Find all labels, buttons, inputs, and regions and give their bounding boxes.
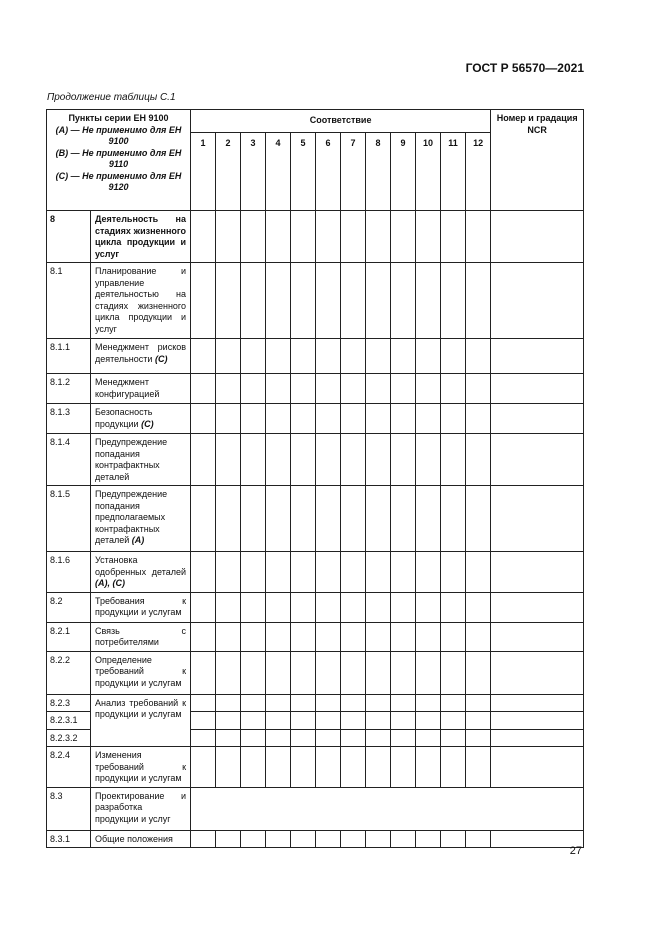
compliance-cell	[466, 404, 491, 434]
compliance-cell	[291, 339, 316, 374]
clause-description	[91, 339, 191, 374]
compliance-cell	[366, 694, 391, 712]
compliance-cell	[191, 339, 216, 374]
compliance-cell	[391, 651, 416, 694]
compliance-cell	[291, 263, 316, 339]
table-row	[47, 486, 584, 552]
compliance-cell	[316, 592, 341, 622]
compliance-cell	[441, 211, 466, 263]
compliance-cell	[266, 552, 291, 593]
clause-number: 8.1.2	[47, 374, 91, 404]
compliance-cell	[441, 830, 466, 848]
compliance-cell	[441, 592, 466, 622]
ncr-cell	[491, 694, 584, 712]
compliance-cell	[191, 486, 216, 552]
compliance-cell	[366, 486, 391, 552]
compliance-cell	[391, 374, 416, 404]
ncr-header: Номер и градация NCR	[491, 110, 584, 211]
compliance-cell	[341, 263, 366, 339]
compliance-cell	[191, 729, 216, 747]
ncr-cell	[491, 339, 584, 374]
compliance-cell	[241, 592, 266, 622]
compliance-cell	[291, 404, 316, 434]
compliance-cell	[341, 434, 366, 486]
compliance-cell	[341, 651, 366, 694]
compliance-cell	[266, 712, 291, 730]
compliance-cell	[266, 622, 291, 651]
applicability-mark: (А), (С)	[95, 578, 125, 588]
applicability-mark: (С)	[141, 418, 154, 429]
compliance-cell	[391, 694, 416, 712]
compliance-cell	[366, 729, 391, 747]
compliance-cell	[341, 374, 366, 404]
compliance-cell	[416, 374, 441, 404]
clause-description-text: Требования к продукции и услугам	[95, 595, 187, 617]
compliance-cell	[341, 592, 366, 622]
compliance-cell	[241, 729, 266, 747]
compliance-cell	[191, 694, 216, 712]
compliance-cell	[216, 263, 241, 339]
compliance-cell	[341, 712, 366, 730]
column-number: 10	[416, 133, 441, 211]
compliance-cell	[341, 339, 366, 374]
compliance-cell	[366, 830, 391, 848]
compliance-table	[46, 109, 584, 848]
compliance-cell	[316, 830, 341, 848]
compliance-cell	[316, 374, 341, 404]
compliance-cell	[191, 552, 216, 593]
clause-number: 8.2.2	[47, 651, 91, 694]
clause-description-text: Планирование и управление деятельностью на стадиях жизненного цикла продукции и услуг	[95, 266, 187, 334]
compliance-cell	[266, 263, 291, 339]
clause-number: 8.2.3	[47, 694, 91, 712]
clause-number: 8.1.6	[47, 552, 91, 593]
ncr-cell	[491, 622, 584, 651]
clause-number: 8	[47, 211, 91, 263]
compliance-cell	[316, 747, 341, 788]
compliance-cell	[391, 263, 416, 339]
compliance-cell	[441, 747, 466, 788]
compliance-cell	[366, 747, 391, 788]
compliance-cell	[416, 211, 441, 263]
column-number: 9	[391, 133, 416, 211]
clause-description-text: Изменения требований к продукции и услугам	[95, 750, 187, 783]
compliance-cell	[216, 211, 241, 263]
table-row	[47, 339, 584, 374]
compliance-cell	[191, 622, 216, 651]
compliance-cell	[366, 552, 391, 593]
compliance-cell	[416, 339, 441, 374]
clause-description	[91, 592, 191, 622]
compliance-cell	[216, 830, 241, 848]
compliance-cell	[291, 592, 316, 622]
clause-header-note-b: (В) — Не применимо для ЕН 9110	[55, 147, 182, 169]
column-number: 4	[266, 133, 291, 211]
clause-description	[91, 374, 191, 404]
compliance-cell	[441, 374, 466, 404]
compliance-cell	[391, 729, 416, 747]
compliance-cell	[266, 747, 291, 788]
ncr-cell	[491, 263, 584, 339]
compliance-cell	[191, 651, 216, 694]
merged-cell	[191, 787, 584, 830]
compliance-cell	[391, 552, 416, 593]
compliance-cell	[191, 747, 216, 788]
column-number: 12	[466, 133, 491, 211]
clause-description	[91, 622, 191, 651]
clause-header-note-c: (С) — Не применимо для ЕН 9120	[55, 170, 182, 192]
compliance-cell	[291, 747, 316, 788]
compliance-cell	[316, 434, 341, 486]
compliance-cell	[241, 651, 266, 694]
table-row	[47, 552, 584, 593]
compliance-cell	[391, 622, 416, 651]
compliance-cell	[316, 622, 341, 651]
clause-description	[91, 787, 191, 830]
compliance-cell	[266, 592, 291, 622]
table-row	[47, 374, 584, 404]
compliance-cell	[441, 486, 466, 552]
compliance-cell	[266, 729, 291, 747]
compliance-cell	[216, 694, 241, 712]
compliance-cell	[216, 729, 241, 747]
ncr-cell	[491, 552, 584, 593]
compliance-cell	[216, 651, 241, 694]
clause-description	[91, 434, 191, 486]
compliance-cell	[241, 622, 266, 651]
page-number: 27	[569, 845, 582, 857]
clause-number: 8.3	[47, 787, 91, 830]
compliance-cell	[416, 747, 441, 788]
ncr-cell	[491, 651, 584, 694]
compliance-cell	[291, 211, 316, 263]
compliance-cell	[266, 404, 291, 434]
compliance-cell	[441, 552, 466, 593]
compliance-cell	[216, 622, 241, 651]
ncr-cell	[491, 374, 584, 404]
column-number: 3	[241, 133, 266, 211]
table-row	[47, 622, 584, 651]
compliance-cell	[341, 830, 366, 848]
compliance-cell	[191, 712, 216, 730]
compliance-cell	[291, 651, 316, 694]
ncr-cell	[491, 592, 584, 622]
compliance-cell	[416, 651, 441, 694]
clause-number: 8.2	[47, 592, 91, 622]
compliance-cell	[291, 374, 316, 404]
clause-number: 8.1.4	[47, 434, 91, 486]
compliance-cell	[191, 263, 216, 339]
compliance-cell	[291, 712, 316, 730]
compliance-cell	[241, 747, 266, 788]
compliance-cell	[316, 211, 341, 263]
ncr-cell	[491, 747, 584, 788]
compliance-cell	[216, 552, 241, 593]
compliance-cell	[366, 404, 391, 434]
clause-description-text: Связь с потребителями	[95, 625, 187, 647]
compliance-cell	[291, 486, 316, 552]
compliance-cell	[391, 339, 416, 374]
clause-description-text: Менеджмент рисков деятельности	[95, 342, 187, 364]
compliance-cell	[316, 694, 341, 712]
clause-description	[91, 747, 191, 788]
column-number: 2	[216, 133, 241, 211]
clause-description-text: Общие положения	[95, 833, 173, 844]
compliance-cell	[441, 404, 466, 434]
compliance-cell	[416, 486, 441, 552]
compliance-cell	[441, 339, 466, 374]
compliance-cell	[191, 830, 216, 848]
compliance-cell	[216, 486, 241, 552]
table-row	[47, 651, 584, 694]
compliance-cell	[241, 694, 266, 712]
compliance-cell	[466, 339, 491, 374]
compliance-cell	[391, 747, 416, 788]
compliance-cell	[466, 830, 491, 848]
clause-description-text: Определение требований к продукции и услугам	[95, 654, 187, 688]
compliance-cell	[466, 694, 491, 712]
table-row	[47, 434, 584, 486]
table-row	[47, 592, 584, 622]
ncr-cell	[491, 486, 584, 552]
table-row	[47, 747, 584, 788]
compliance-cell	[416, 592, 441, 622]
compliance-cell	[266, 339, 291, 374]
compliance-cell	[216, 374, 241, 404]
compliance-cell	[466, 651, 491, 694]
clause-description	[91, 552, 191, 593]
clause-description	[91, 830, 191, 848]
compliance-cell	[216, 712, 241, 730]
clause-number: 8.1.5	[47, 486, 91, 552]
clause-number: 8.2.3.1	[47, 712, 91, 730]
column-number: 8	[366, 133, 391, 211]
clause-number: 8.1.3	[47, 404, 91, 434]
compliance-cell	[191, 434, 216, 486]
compliance-cell	[266, 434, 291, 486]
compliance-cell	[341, 729, 366, 747]
clause-description-text: Безопасность продукции	[95, 407, 153, 429]
compliance-cell	[191, 592, 216, 622]
compliance-cell	[366, 712, 391, 730]
compliance-cell	[366, 263, 391, 339]
applicability-mark: (С)	[154, 353, 168, 364]
clause-number: 8.2.4	[47, 747, 91, 788]
compliance-cell	[316, 486, 341, 552]
compliance-cell	[466, 263, 491, 339]
compliance-cell	[266, 374, 291, 404]
compliance-cell	[391, 211, 416, 263]
compliance-cell	[366, 374, 391, 404]
compliance-cell	[341, 747, 366, 788]
table-row	[47, 211, 584, 263]
table-row	[47, 404, 584, 434]
clause-description-text: Анализ требований к продукции и услугам	[95, 697, 187, 719]
compliance-cell	[191, 211, 216, 263]
clause-header-note-a: (А) — Не применимо для ЕН 9100	[55, 124, 182, 146]
compliance-cell	[416, 830, 441, 848]
compliance-cell	[366, 339, 391, 374]
compliance-cell	[416, 712, 441, 730]
compliance-cell	[441, 712, 466, 730]
compliance-cell	[241, 552, 266, 593]
compliance-cell	[316, 404, 341, 434]
compliance-cell	[316, 712, 341, 730]
compliance-cell	[466, 747, 491, 788]
clause-description	[91, 486, 191, 552]
compliance-cell	[391, 486, 416, 552]
compliance-cell	[441, 263, 466, 339]
clause-description-text: Установка одобренных деталей	[95, 555, 187, 577]
applicability-mark: (А)	[131, 535, 145, 545]
compliance-cell	[466, 374, 491, 404]
clause-description	[91, 404, 191, 434]
compliance-header: Соответствие	[191, 110, 491, 133]
column-number: 11	[441, 133, 466, 211]
compliance-cell	[366, 592, 391, 622]
compliance-cell	[316, 552, 341, 593]
compliance-cell	[266, 694, 291, 712]
compliance-cell	[441, 729, 466, 747]
compliance-cell	[316, 263, 341, 339]
compliance-cell	[316, 339, 341, 374]
compliance-cell	[241, 434, 266, 486]
compliance-cell	[191, 404, 216, 434]
compliance-cell	[241, 339, 266, 374]
compliance-cell	[266, 651, 291, 694]
table-row	[47, 694, 584, 712]
compliance-cell	[291, 694, 316, 712]
compliance-cell	[266, 486, 291, 552]
compliance-cell	[416, 729, 441, 747]
clause-description-text: Предупреждение попадания предполагаемых контрафактных деталей	[95, 489, 168, 545]
compliance-cell	[416, 552, 441, 593]
column-number: 1	[191, 133, 216, 211]
clause-description	[91, 263, 191, 339]
compliance-cell	[466, 211, 491, 263]
compliance-cell	[391, 592, 416, 622]
compliance-cell	[416, 404, 441, 434]
compliance-cell	[366, 622, 391, 651]
compliance-cell	[241, 374, 266, 404]
compliance-cell	[241, 830, 266, 848]
clause-description-text: Проектирование и разработка продукции и услуг	[95, 790, 187, 824]
compliance-cell	[416, 694, 441, 712]
clause-header-title: Пункты серии ЕН 9100	[68, 113, 169, 123]
compliance-cell	[341, 486, 366, 552]
column-number: 6	[316, 133, 341, 211]
compliance-cell	[291, 729, 316, 747]
compliance-cell	[216, 434, 241, 486]
table-row	[47, 787, 584, 830]
compliance-cell	[241, 211, 266, 263]
compliance-cell	[316, 651, 341, 694]
clause-description-text: Менеджмент конфигурацией	[95, 377, 160, 399]
compliance-cell	[341, 404, 366, 434]
compliance-cell	[466, 712, 491, 730]
compliance-cell	[241, 712, 266, 730]
compliance-cell	[416, 622, 441, 651]
compliance-cell	[216, 747, 241, 788]
table-caption: Продолжение таблицы С.1	[47, 92, 176, 103]
document-code: ГОСТ Р 56570—2021	[465, 61, 584, 75]
clause-description	[91, 694, 191, 747]
compliance-cell	[341, 211, 366, 263]
ncr-cell	[491, 434, 584, 486]
compliance-cell	[341, 552, 366, 593]
ncr-cell	[491, 404, 584, 434]
compliance-cell	[316, 729, 341, 747]
compliance-cell	[216, 339, 241, 374]
compliance-cell	[441, 694, 466, 712]
compliance-cell	[241, 486, 266, 552]
compliance-cell	[241, 404, 266, 434]
clause-description	[91, 211, 191, 263]
compliance-cell	[391, 404, 416, 434]
compliance-cell	[341, 694, 366, 712]
ncr-cell	[491, 211, 584, 263]
compliance-cell	[266, 830, 291, 848]
compliance-cell	[441, 651, 466, 694]
column-number: 5	[291, 133, 316, 211]
compliance-cell	[191, 374, 216, 404]
compliance-cell	[466, 729, 491, 747]
compliance-cell	[341, 622, 366, 651]
ncr-cell	[491, 729, 584, 747]
table-row	[47, 830, 584, 848]
clause-description-text: Предупреждение попадания контрафактных деталей	[95, 437, 168, 482]
clause-number: 8.1	[47, 263, 91, 339]
compliance-cell	[366, 434, 391, 486]
compliance-cell	[416, 434, 441, 486]
clause-number: 8.3.1	[47, 830, 91, 848]
compliance-cell	[391, 830, 416, 848]
clause-description	[91, 651, 191, 694]
compliance-cell	[441, 622, 466, 651]
clause-number: 8.2.1	[47, 622, 91, 651]
compliance-cell	[391, 434, 416, 486]
clause-number: 8.2.3.2	[47, 729, 91, 747]
compliance-cell	[466, 486, 491, 552]
clause-number: 8.1.1	[47, 339, 91, 374]
compliance-cell	[216, 404, 241, 434]
compliance-cell	[291, 830, 316, 848]
compliance-cell	[291, 552, 316, 593]
clause-description-text: Деятельность на стадиях жизненного цикла продукции и услуг	[95, 214, 187, 259]
compliance-cell	[416, 263, 441, 339]
compliance-cell	[266, 211, 291, 263]
compliance-cell	[466, 434, 491, 486]
compliance-cell	[216, 592, 241, 622]
compliance-cell	[291, 622, 316, 651]
compliance-cell	[466, 592, 491, 622]
compliance-cell	[466, 622, 491, 651]
compliance-cell	[366, 651, 391, 694]
compliance-cell	[366, 211, 391, 263]
ncr-cell	[491, 712, 584, 730]
compliance-cell	[466, 552, 491, 593]
table-row	[47, 263, 584, 339]
compliance-cell	[391, 712, 416, 730]
column-number: 7	[341, 133, 366, 211]
compliance-cell	[241, 263, 266, 339]
compliance-cell	[291, 434, 316, 486]
clause-header	[47, 110, 191, 211]
compliance-cell	[441, 434, 466, 486]
